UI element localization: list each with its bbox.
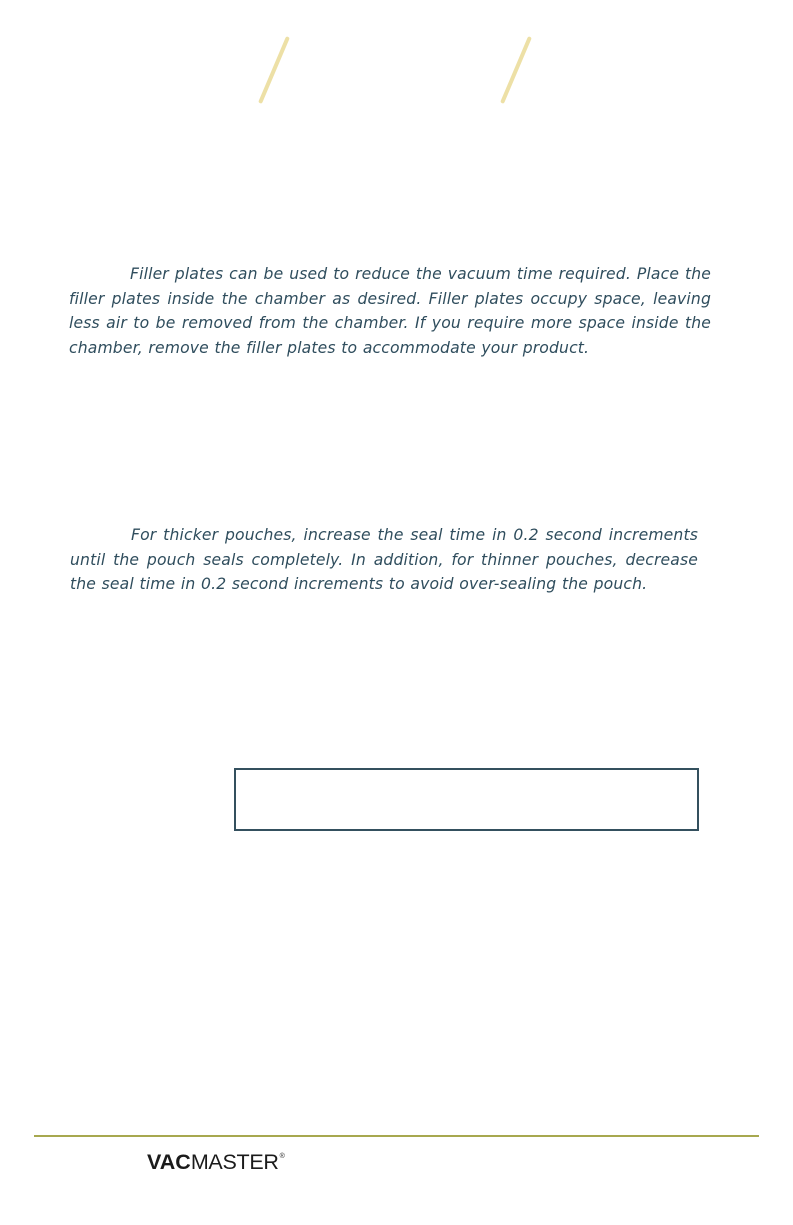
- accent-slash-right: [500, 36, 532, 104]
- empty-note-box: [234, 768, 699, 831]
- filler-plates-paragraph: Filler plates can be used to reduce the vacuum time required. Place the filler plates inside the chamber as desired. Filler plates occupy space, leaving less air to be removed from the chamber. If you require more space inside the chamber, remove the filler plates to accommodate your product.: [69, 265, 711, 357]
- logo-master-text: MASTER: [190, 1150, 279, 1174]
- accent-slash-left: [258, 36, 290, 104]
- seal-time-paragraph: For thicker pouches, increase the seal time in 0.2 second increments until the pouch seals completely. In addition, for thinner pouches, decrease the seal time in 0.2 second increments to avoid over-sealing the pouch.: [70, 526, 698, 593]
- logo-vac-text: VAC: [147, 1150, 191, 1174]
- vacmaster-logo: [147, 1150, 284, 1174]
- footer-divider: [34, 1135, 759, 1137]
- logo-registered-mark: ®: [279, 1153, 285, 1160]
